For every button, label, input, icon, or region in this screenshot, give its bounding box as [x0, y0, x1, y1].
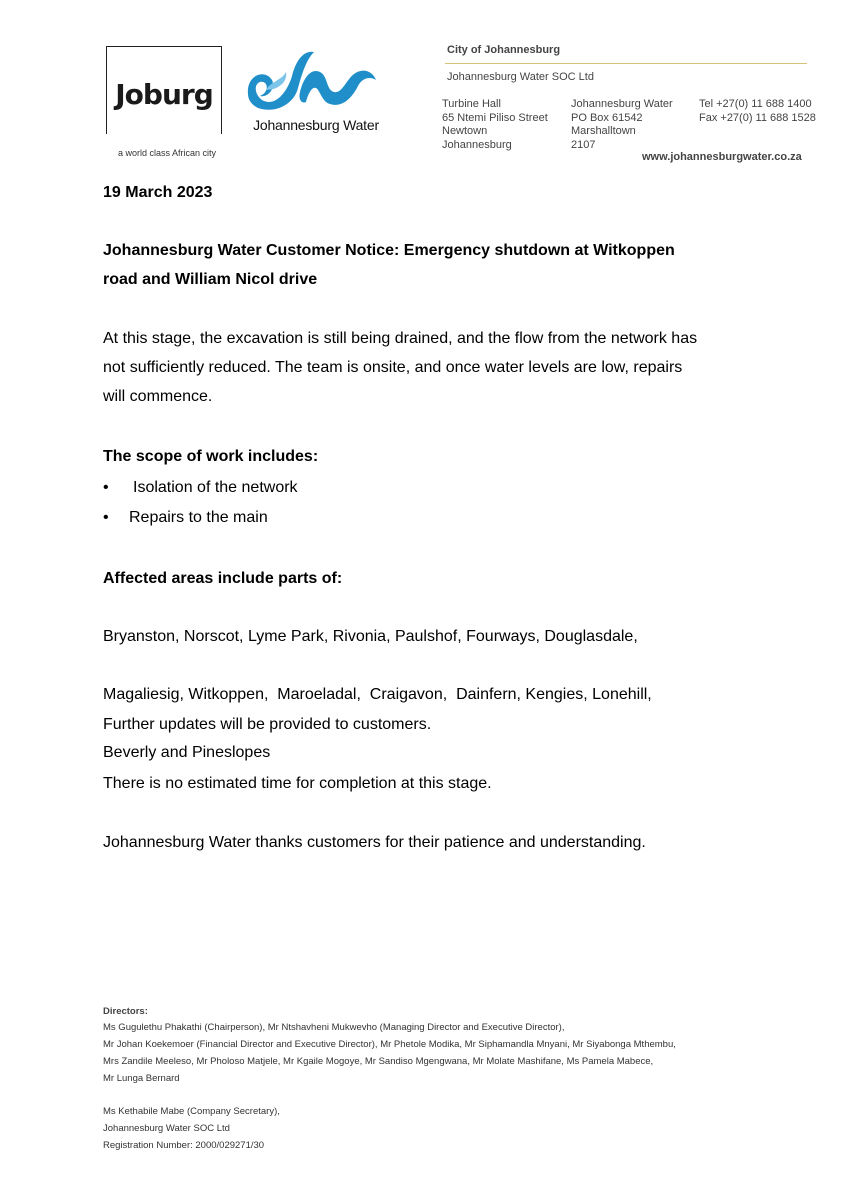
- directors-line: Mrs Zandile Meeleso, Mr Pholoso Matjele, Mr Kgaile Mogoye, Mr Sandiso Mgengwana, Mr Molate Mashifane, Ms Pamela Mabece,: [103, 1056, 654, 1067]
- secretary-line: Ms Kethabile Mabe (Company Secretary),: [103, 1106, 280, 1117]
- title-line: Johannesburg Water Customer Notice: Emergency shutdown at Witkoppen: [103, 242, 675, 259]
- address-line: Johannesburg: [442, 138, 512, 151]
- directors-list: [103, 1019, 753, 1087]
- address-line: PO Box 61542: [571, 111, 643, 124]
- address-line: Johannesburg Water: [571, 98, 673, 110]
- areas-line: Bryanston, Norscot, Lyme Park, Rivonia, Paulshof, Fourways, Douglasdale,: [103, 628, 638, 645]
- intro-paragraph: [103, 324, 763, 411]
- directors-label: Directors:: [103, 1006, 148, 1017]
- directors-line: Mr Johan Koekemoer (Financial Director and Executive Director), Mr Phetole Modika, Mr Siphamandla Mnyani, Mr Siyabonga Mthembu,: [103, 1039, 676, 1050]
- fax: Fax +27(0) 11 688 1528: [699, 111, 816, 124]
- address-line: Marshalltown: [571, 125, 636, 137]
- bullet-icon: •: [103, 479, 109, 496]
- joburg-logo-text: Joburg: [115, 78, 213, 111]
- joburg-logo-wordmark: [106, 78, 222, 111]
- company-secretary-block: [103, 1103, 753, 1154]
- notice-date: 19 March 2023: [103, 184, 213, 201]
- address-line: Turbine Hall: [442, 98, 501, 110]
- company-name: Johannesburg Water SOC Ltd: [447, 71, 594, 83]
- paragraph-line: At this stage, the excavation is still being drained, and the flow from the network has: [103, 330, 698, 347]
- areas-line: Magaliesig, Witkoppen, Maroeladal, Craigavon, Dainfern, Kengies, Lonehill,: [103, 686, 652, 703]
- scope-item-text: Isolation of the network: [133, 479, 298, 496]
- registration-number: Registration Number: 2000/029271/30: [103, 1140, 265, 1151]
- updates-paragraph: Further updates will be provided to customers.: [103, 716, 432, 733]
- title-line: road and William Nicol drive: [103, 271, 318, 288]
- website-link[interactable]: www.johannesburgwater.co.za: [642, 151, 802, 163]
- thanks-paragraph: Johannesburg Water thanks customers for their patience and understanding.: [103, 834, 646, 851]
- directors-line: Ms Gugulethu Phakathi (Chairperson), Mr Ntshavheni Mukwevho (Managing Director and Executive Director),: [103, 1022, 565, 1033]
- notice-title: [103, 236, 763, 294]
- areas-line: Beverly and Pineslopes: [103, 744, 271, 761]
- paragraph-line: will commence.: [103, 388, 213, 405]
- bullet-icon: •: [103, 509, 109, 526]
- scope-heading: The scope of work includes:: [103, 448, 319, 465]
- affected-areas: [103, 593, 763, 796]
- joburg-tagline: a world class African city: [117, 148, 217, 158]
- header-divider: [445, 63, 807, 64]
- scope-item-text: Repairs to the main: [129, 509, 268, 526]
- address-line: Newtown: [442, 125, 488, 137]
- address-line: 2107: [571, 138, 596, 151]
- jw-logo-wordmark: Johannesburg Water: [253, 117, 379, 133]
- johannesburg-water-logo-icon: [242, 46, 388, 114]
- directors-line: Mr Lunga Bernard: [103, 1073, 180, 1084]
- telephone: Tel +27(0) 11 688 1400: [699, 98, 812, 110]
- physical-address: [442, 98, 548, 152]
- address-line: 65 Ntemi Piliso Street: [442, 111, 548, 124]
- footer-company: Johannesburg Water SOC Ltd: [103, 1123, 230, 1134]
- postal-address: [571, 98, 673, 152]
- completion-paragraph: There is no estimated time for completion at this stage.: [103, 775, 492, 792]
- contact-numbers: [699, 98, 816, 125]
- city-title: City of Johannesburg: [447, 44, 561, 56]
- areas-heading: Affected areas include parts of:: [103, 570, 343, 587]
- paragraph-line: not sufficiently reduced. The team is onsite, and once water levels are low, repairs: [103, 359, 683, 376]
